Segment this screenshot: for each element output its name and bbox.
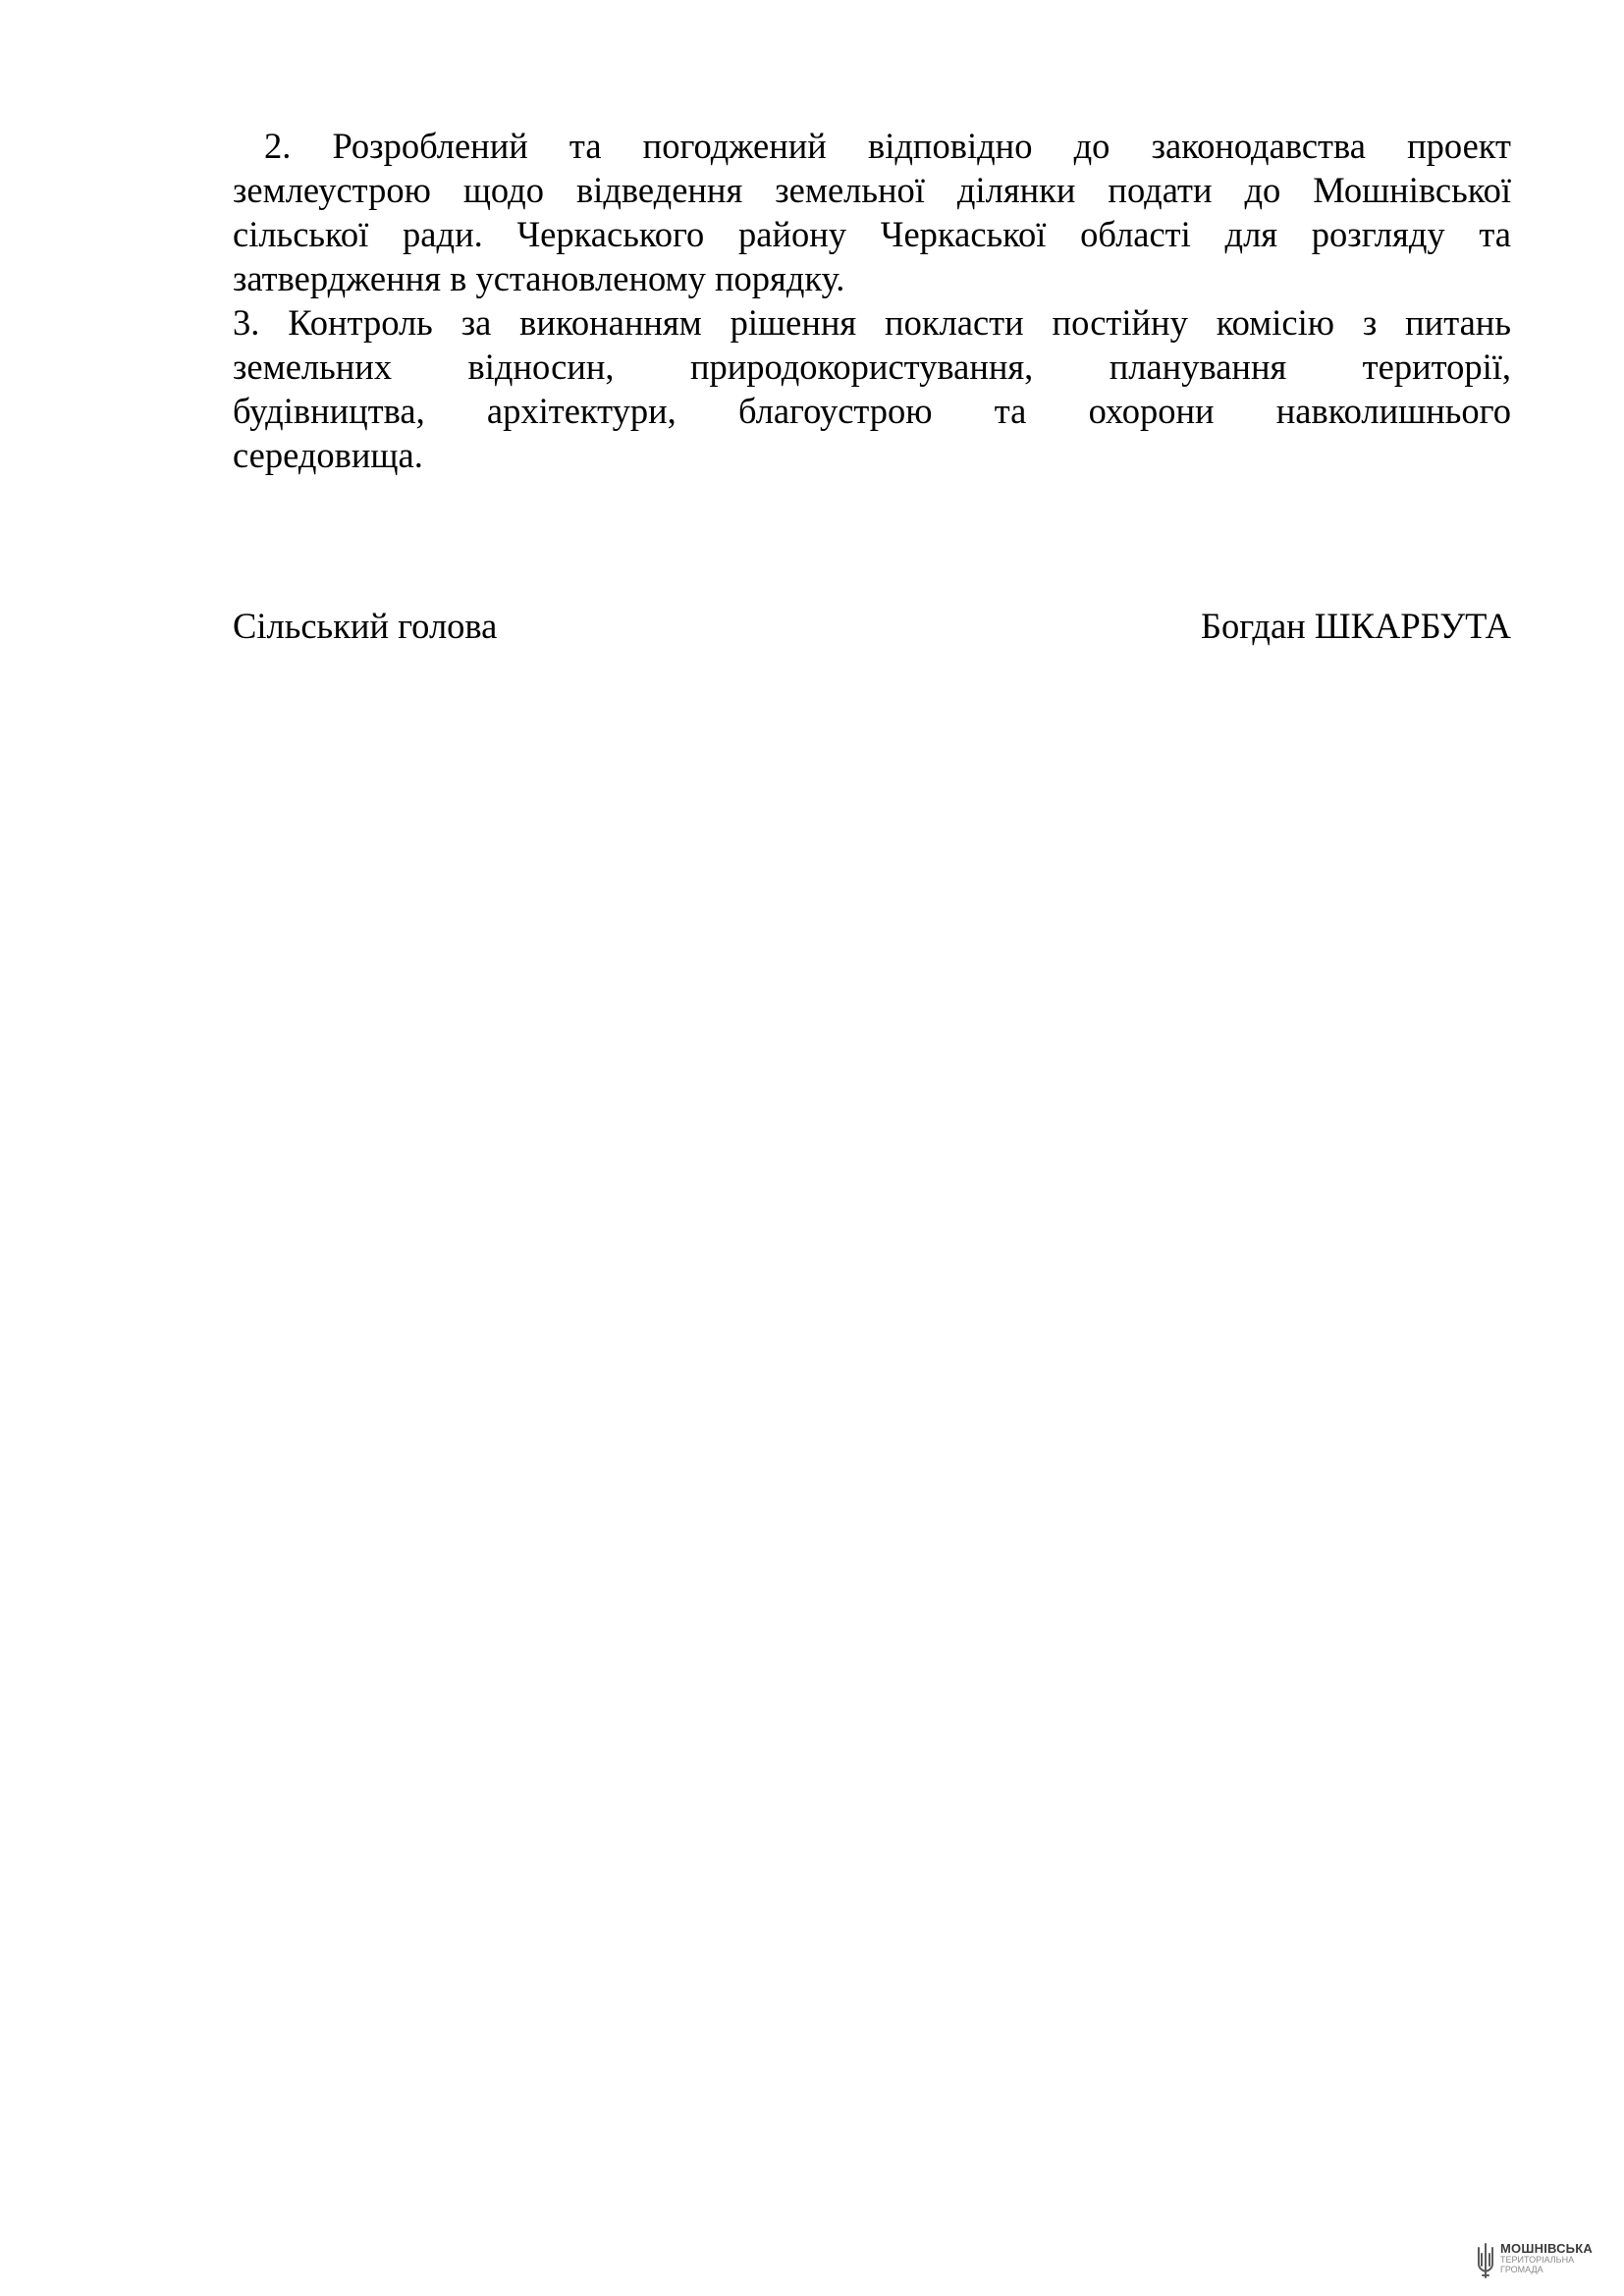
document-body — [233, 124, 1511, 477]
paragraph-3-line: середовища. — [233, 435, 423, 475]
logo-subtitle-line-2: ГРОМАДА — [1500, 2265, 1543, 2274]
paragraph-3-line: будівництва, архітектури, благоустрою та охорони навколишнього — [233, 391, 1511, 431]
paragraph-3-line: земельних відносин, природокористування, планування території, — [233, 347, 1511, 387]
logo-text — [1500, 2242, 1593, 2274]
paragraph-2-line: 2. Розроблений та погоджений відповідно до законодавства проект — [264, 126, 1511, 166]
paragraph-2-line: землеустрою щодо відведення земельної ділянки подати до Мошнівської — [233, 170, 1511, 210]
community-logo — [1475, 2242, 1593, 2279]
paragraph-2-line: сільської ради. Черкаського району Черкаської області для розгляду та — [233, 214, 1511, 254]
signatory-name: Богдан ШКАРБУТА — [1201, 606, 1511, 646]
paragraph-3-line: 3. Контроль за виконанням рішення покласти постійну комісію з питань — [233, 302, 1511, 343]
paragraph-2-line: затвердження в установленому порядку. — [233, 258, 845, 298]
logo-title: МОШНІВСЬКА — [1500, 2241, 1593, 2256]
logo-subtitle-line-1: ТЕРИТОРІАЛЬНА — [1500, 2255, 1575, 2265]
signatory-position: Сільський голова — [233, 606, 498, 646]
signature-block — [233, 604, 1511, 648]
paragraph-2 — [233, 124, 1511, 300]
trident-icon — [1475, 2242, 1496, 2279]
paragraph-3 — [233, 300, 1511, 477]
